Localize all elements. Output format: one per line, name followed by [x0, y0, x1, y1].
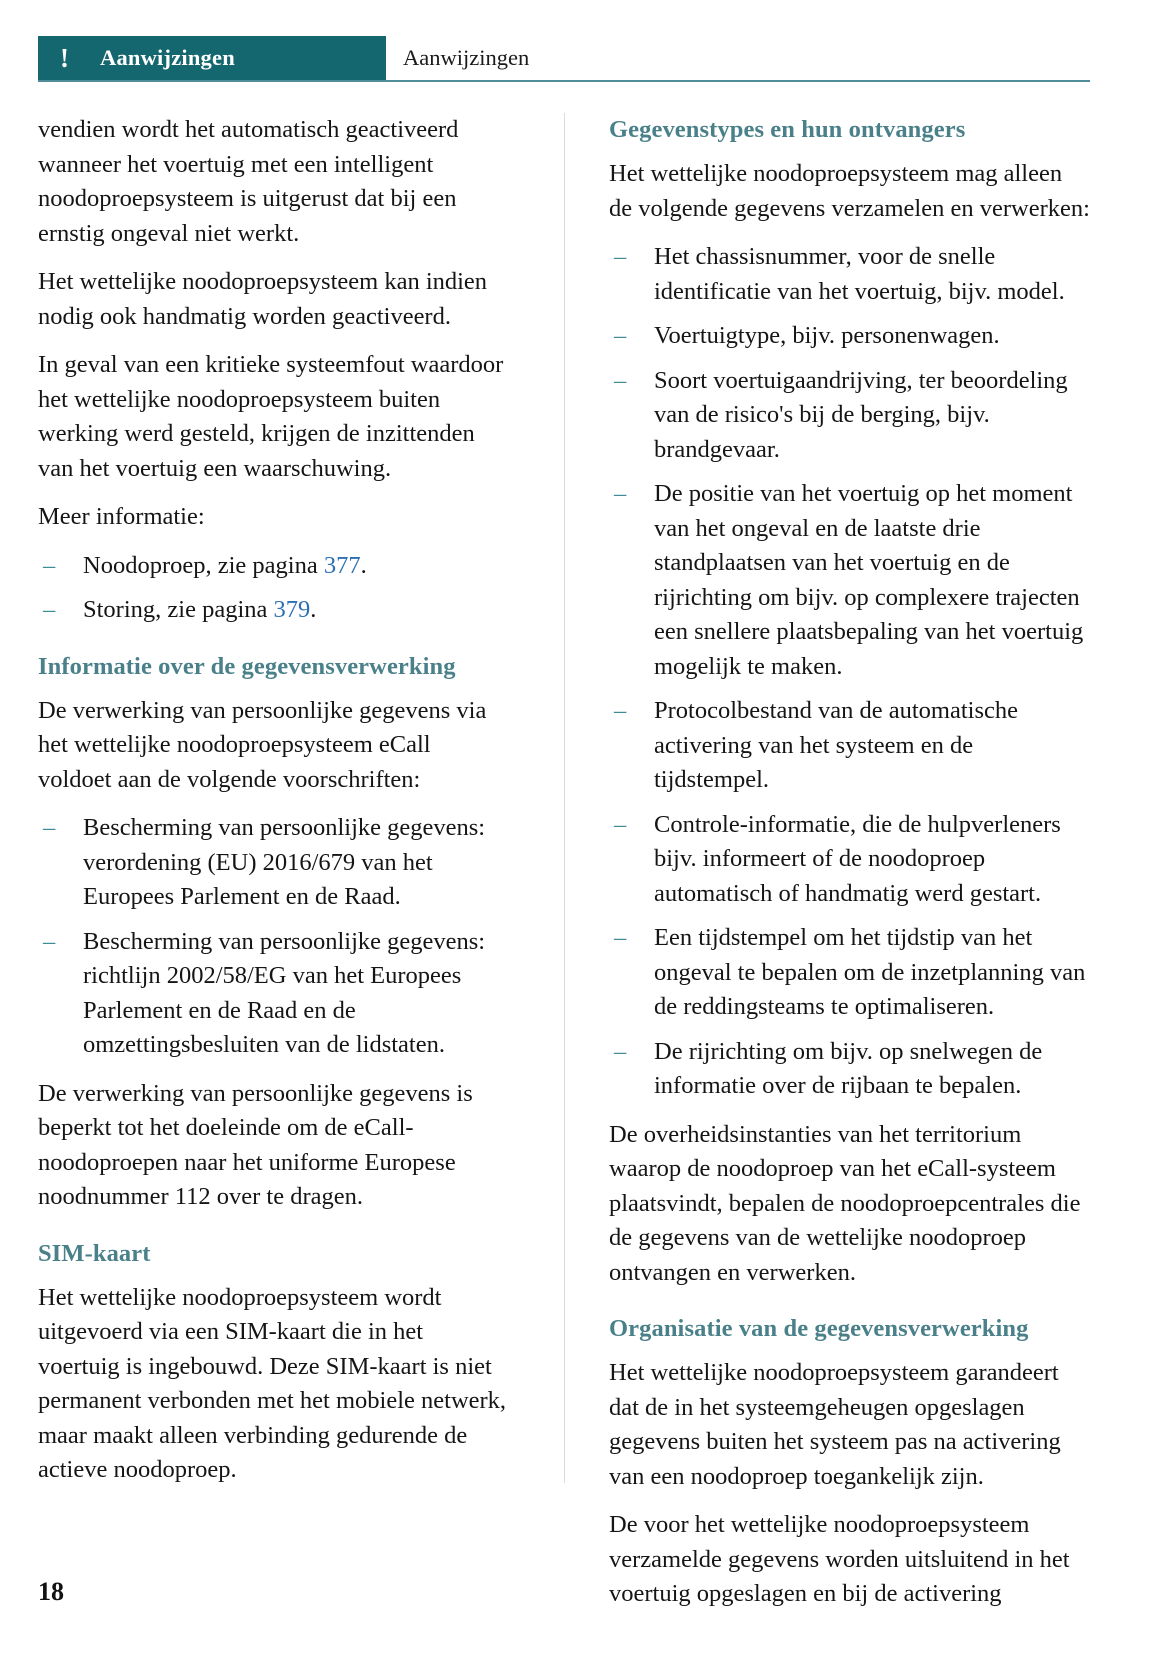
dash-bullet-icon: –	[43, 596, 56, 623]
paragraph: Het wettelijke noodoproepsysteem wordt uitgevoerd via een SIM-kaart die in het voertuig is ingebouwd. Deze SIM-kaart is niet permanent verbonden met het mobiele netwerk, maar maakt alleen verbinding gedurende de actieve noodoproep.	[38, 1283, 507, 1483]
column-divider	[564, 113, 565, 1483]
dash-bullet-icon: –	[614, 480, 627, 507]
page-reference-link[interactable]: 379	[273, 596, 311, 623]
dash-bullet-icon: –	[614, 1037, 627, 1065]
list-item-text: Bescherming van persoonlijke gegevens: richtlijn 2002/58/EG van het Europees Parlement en de Raad en de omzettingsbesluiten van de lidstaten.	[83, 927, 486, 1058]
list-item-text: Voertuigtype, bijv. personenwagen.	[654, 322, 1000, 349]
paragraph: vendien wordt het automatisch geactiveerd wanneer het voertuig met een intelligent noodoproepsysteem is uitgerust dat bij een ernstig ongeval niet werkt.	[38, 116, 459, 247]
list-item-text: Controle-informatie, die de hulpverleners bijv. informeert of de noodoproep automatisch of handmatig werd gestart.	[654, 810, 1061, 907]
list-item-text: De rijrichting om bijv. op snelwegen de informatie over de rijbaan te bepalen.	[654, 1037, 1043, 1099]
list-item	[609, 808, 1090, 912]
list-item	[38, 593, 507, 628]
header-row	[38, 36, 1090, 80]
list-item	[38, 811, 507, 915]
list-item-text: Het chassisnummer, voor de snelle identificatie van het voertuig, bijv. model.	[654, 243, 1065, 305]
paragraph: Het wettelijke noodoproepsysteem kan indien nodig ook handmatig worden geactiveerd.	[38, 268, 488, 330]
paragraph: Het wettelijke noodoproepsysteem mag alleen de volgende gegevens verzamelen en verwerken:	[609, 160, 1090, 222]
column-gutter	[519, 113, 609, 1483]
section-heading: Organisatie van de gegevensverwerking	[609, 1315, 1029, 1342]
list-item-text: Protocolbestand van de automatische activering van het systeem en de tijdstempel.	[654, 697, 1018, 793]
list-item-text: Noodoproep, zie pagina	[83, 551, 324, 579]
header-divider-rule	[38, 80, 1090, 82]
list-item	[609, 1035, 1090, 1104]
list-item	[38, 925, 507, 1063]
list-item-text-tail: .	[360, 551, 367, 579]
page-number: 18	[38, 1577, 64, 1606]
dash-bullet-icon: –	[614, 697, 627, 724]
data-types-list	[609, 240, 1090, 1104]
list-item-text: Soort voertuigaandrijving, ter beoordeling van de risico's bij de berging, bijv. brandgevaar.	[654, 366, 1068, 463]
section-heading: SIM-kaart	[38, 1239, 151, 1267]
list-item	[609, 921, 1090, 1025]
dash-bullet-icon: –	[43, 814, 56, 841]
list-item-text: Bescherming van persoonlijke gegevens: verordening (EU) 2016/679 van het Europees Parlement en de Raad.	[83, 814, 486, 910]
list-item-text: Storing, zie pagina	[83, 596, 274, 623]
section-heading: Gegevenstypes en hun ontvangers	[609, 116, 966, 143]
right-column	[609, 113, 1090, 1607]
dash-bullet-icon: –	[614, 924, 627, 951]
paragraph: De verwerking van persoonlijke gegevens is beperkt tot het doeleinde om de eCall-noodoproepen naar het uniforme Europese noodnummer 112 over te dragen.	[38, 1079, 473, 1210]
dash-bullet-icon: –	[614, 366, 627, 394]
paragraph: Meer informatie:	[38, 503, 205, 530]
list-item	[609, 364, 1090, 468]
dash-bullet-icon: –	[43, 551, 56, 579]
list-item-text: Een tijdstempel om het tijdstip van het ongeval te bepalen om de inzetplanning van de reddingsteams te optimaliseren.	[654, 924, 1086, 1020]
page-reference-link[interactable]: 377	[323, 551, 361, 579]
paragraph: De overheidsinstanties van het territorium waarop de noodoproep van het eCall-systeem plaatsvindt, bepalen de noodoproepcentrales die de gegevens van de wettelijke noodoproep ontvangen en verwerken.	[609, 1120, 1081, 1286]
dash-bullet-icon: –	[43, 927, 56, 955]
left-column	[38, 113, 519, 1483]
list-item	[609, 240, 1090, 309]
notice-tab	[38, 36, 386, 80]
paragraph: Het wettelijke noodoproepsysteem garandeert dat de in het systeemgeheugen opgeslagen gegevens buiten het systeem pas na activering van een noodoproep toegankelijk zijn.	[609, 1359, 1061, 1490]
paragraph: De voor het wettelijke noodoproepsysteem verzamelde gegevens worden uitsluitend in het voertuig opgeslagen en bij de activering	[609, 1511, 1070, 1607]
exclamation-icon: !	[60, 42, 69, 73]
page-header	[38, 36, 1090, 86]
list-item-text: De positie van het voertuig op het moment van het ongeval en de laatste drie standplaatsen van het voertuig en de rijrichting om bijv. op complexere trajecten een snellere plaatsbepaling van het voertuig mogelijk te maken.	[654, 480, 1084, 680]
chapter-title: Aanwijzingen	[403, 45, 530, 70]
list-item-text-tail: .	[310, 596, 317, 623]
paragraph: De verwerking van persoonlijke gegevens via het wettelijke noodoproepsysteem eCall voldoet aan de volgende voorschriften:	[38, 696, 487, 793]
section-heading: Informatie over de gegevensverwerking	[38, 652, 456, 680]
dash-bullet-icon: –	[614, 322, 627, 349]
paragraph: In geval van een kritieke systeemfout waardoor het wettelijke noodoproepsysteem buiten werking werd gesteld, krijgen de inzittenden van het voertuig een waarschuwing.	[38, 351, 504, 482]
dash-bullet-icon: –	[614, 810, 627, 838]
list-item	[609, 694, 1090, 798]
list-item	[38, 549, 507, 584]
more-info-list	[38, 549, 507, 628]
list-item	[609, 477, 1090, 684]
list-item	[609, 319, 1090, 354]
dash-bullet-icon: –	[614, 243, 627, 270]
notice-tab-label: Aanwijzingen	[100, 45, 235, 70]
rules-list	[38, 811, 507, 1063]
